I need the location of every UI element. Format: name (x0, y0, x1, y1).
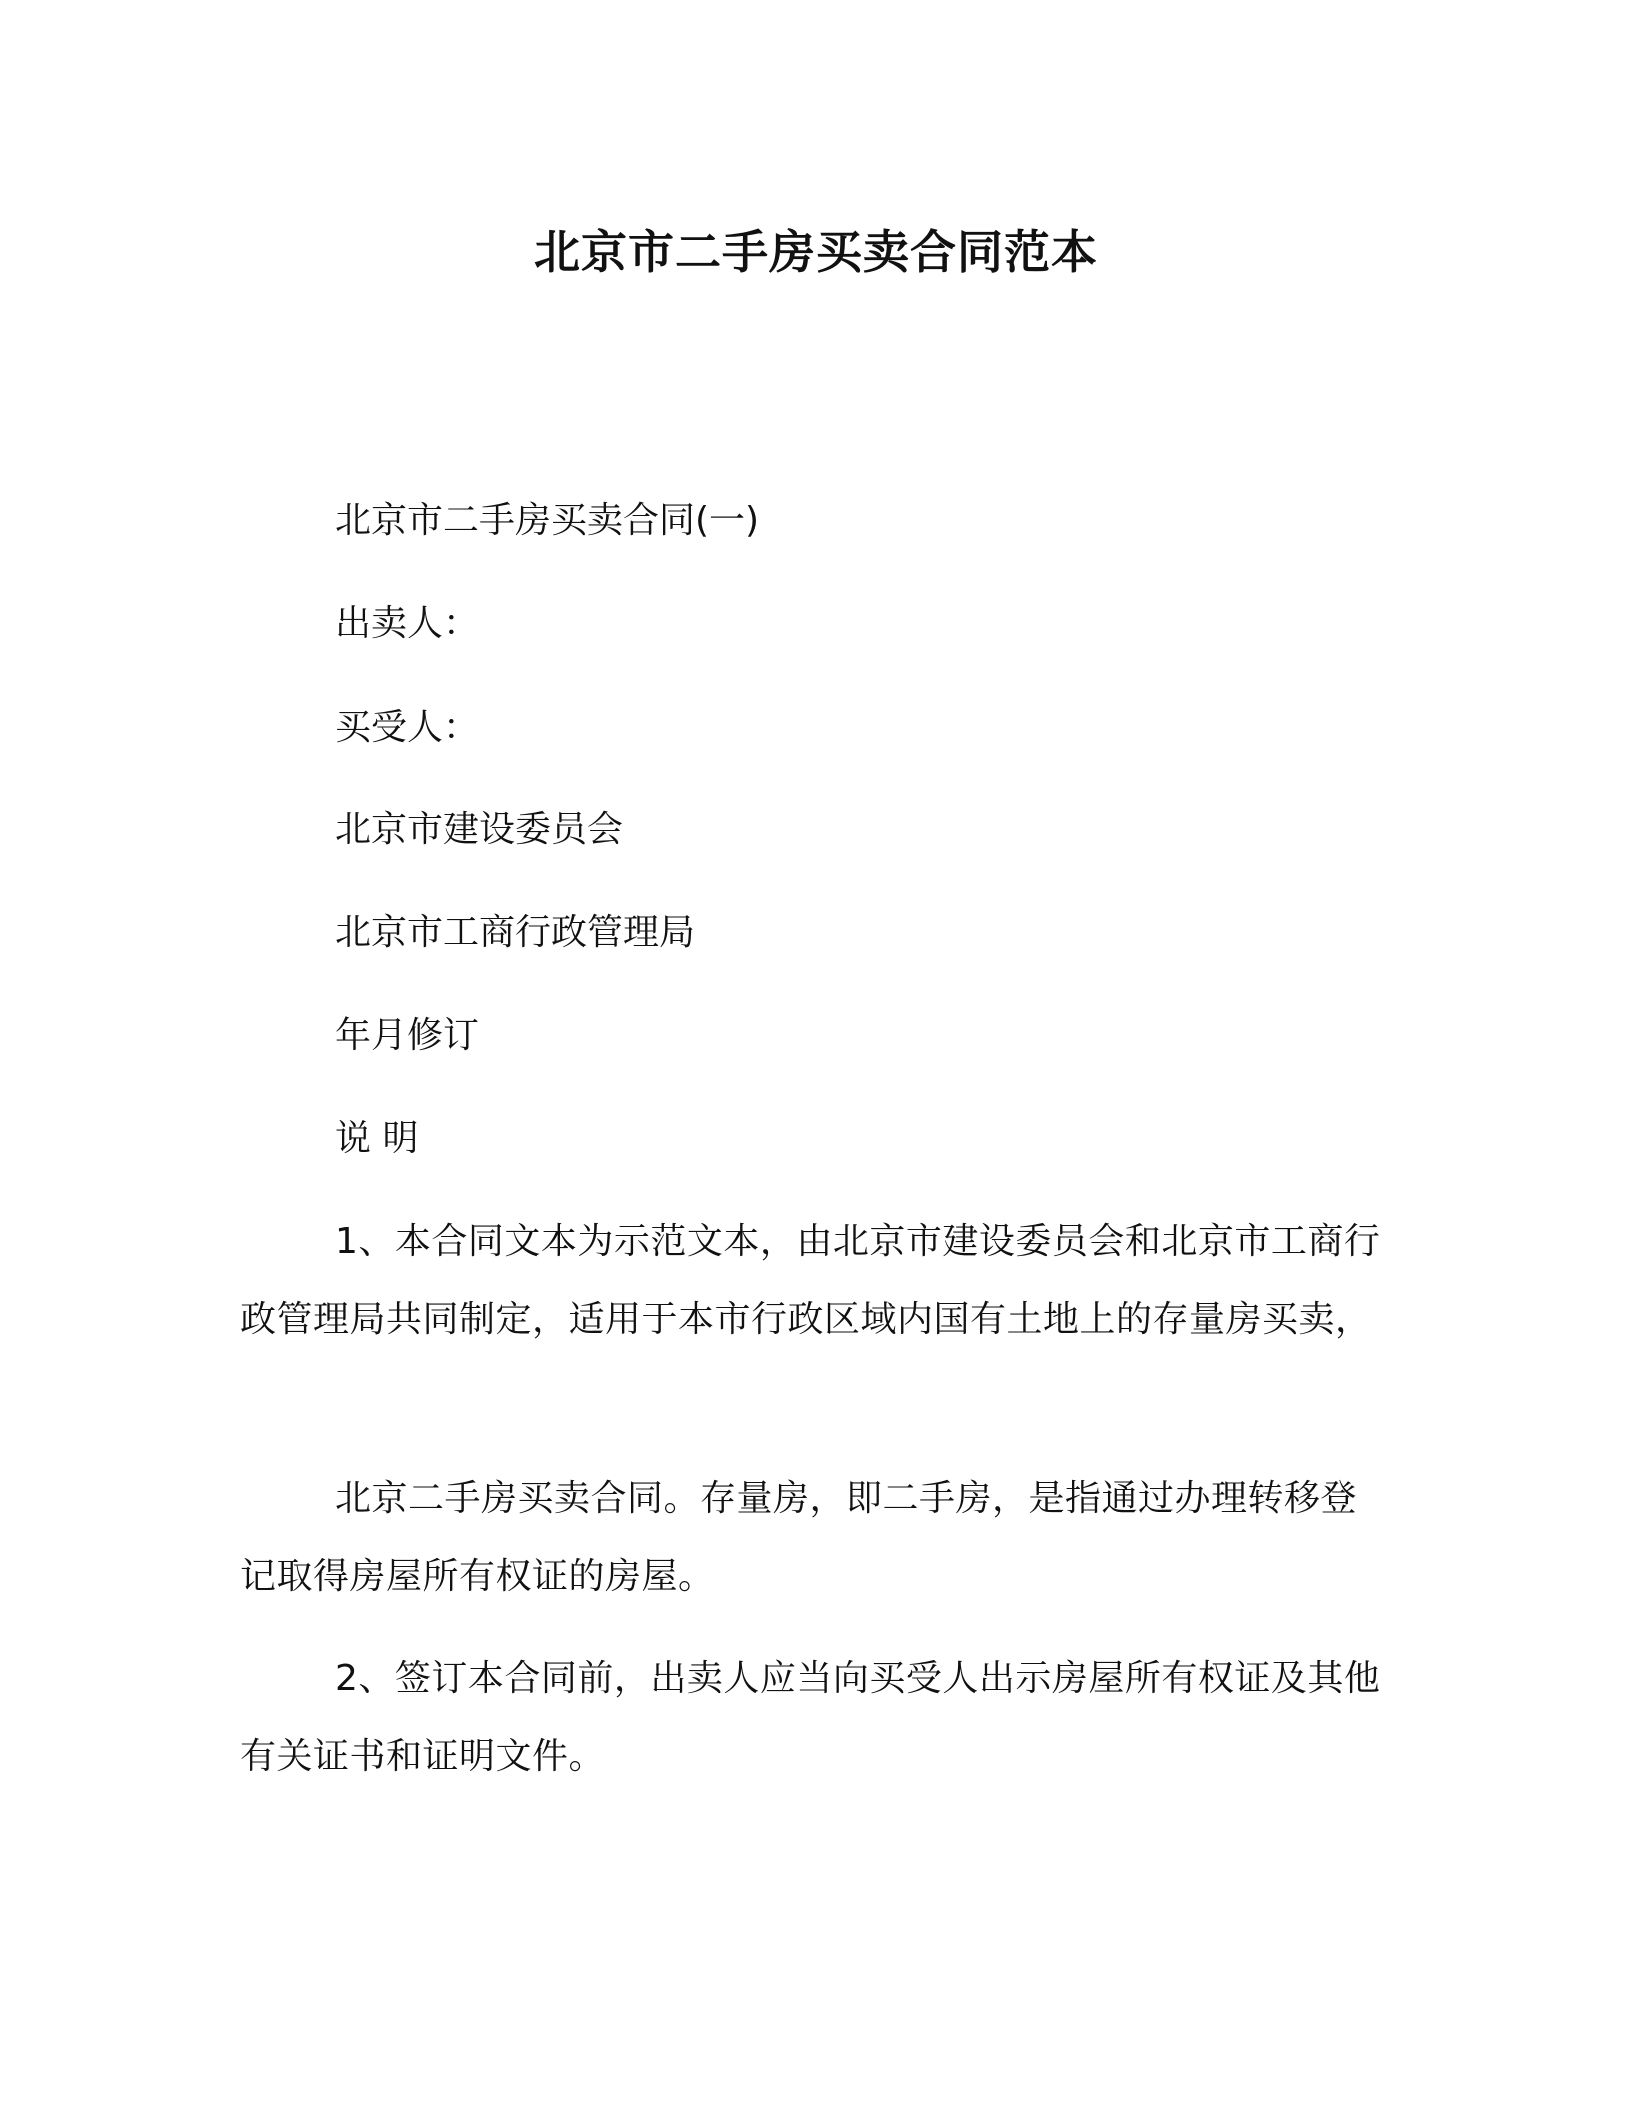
document-title: 北京市二手房买卖合同范本 (534, 225, 1098, 279)
seller-label: 出卖人： (335, 603, 480, 644)
notes-paragraph-1: 1、本合同文本为示范文本，由北京市建设委员会和北京市工商行政管理局共同制定，适用于本市行政区域内国有土地上的存量房买卖， (240, 1221, 1381, 1340)
notes-heading: 说 明 (335, 1118, 419, 1159)
issuer-construction-committee: 北京市建设委员会 (335, 809, 624, 850)
notes-paragraph-2: 北京二手房买卖合同。存量房，即二手房，是指通过办理转移登记取得房屋所有权证的房屋。 (240, 1478, 1358, 1597)
issuer-industry-commerce-bureau: 北京市工商行政管理局 (335, 912, 696, 953)
contract-subtitle: 北京市二手房买卖合同(一) (335, 500, 760, 541)
notes-paragraph-3: 2、签订本合同前，出卖人应当向买受人出示房屋所有权证及其他有关证书和证明文件。 (240, 1658, 1381, 1777)
buyer-label: 买受人： (335, 707, 480, 748)
revision-date: 年月修订 (335, 1015, 480, 1056)
